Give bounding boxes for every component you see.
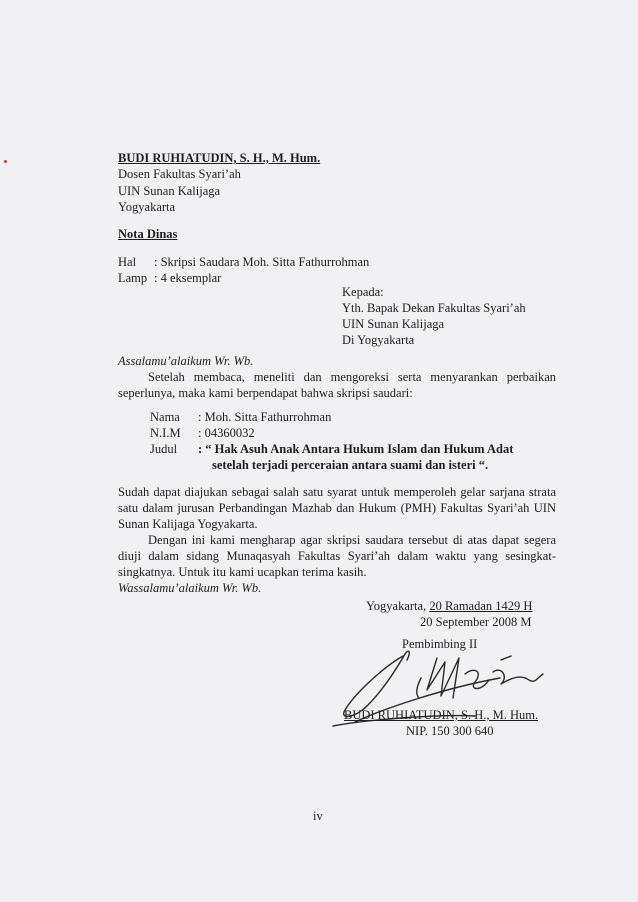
- recipient-line-2: Yth. Bapak Dekan Fakultas Syari’ah: [342, 301, 526, 315]
- closing: Wassalamu’alaikum Wr. Wb.: [118, 581, 262, 595]
- nama-label: Nama: [150, 410, 180, 424]
- recipient-line-1: Kepada:: [342, 285, 384, 299]
- place: Yogyakarta,: [366, 599, 430, 613]
- lamp-value: : 4 eksemplar: [154, 271, 222, 285]
- page-number: iv: [313, 809, 323, 823]
- paragraph-2: Sudah dapat diajukan sebagai salah satu syarat untuk memperoleh gelar sarjana strata satu dalam jurusan Perbandingan Mazhab dan Hukum (PMH) Fakultas Syari’ah UIN Sunan Kalijaga Yogyakarta.: [118, 485, 556, 531]
- lamp-label: Lamp: [118, 271, 148, 285]
- greeting: Assalamu’alaikum Wr. Wb.: [118, 354, 254, 368]
- lamp-row: [118, 270, 221, 286]
- signature-role: Pembimbing II: [402, 637, 478, 651]
- sender-name: BUDI RUHIATUDIN, S. H., M. Hum.: [118, 151, 321, 165]
- place-date: [366, 598, 532, 614]
- sender-line-1: Dosen Fakultas Syari’ah: [118, 167, 241, 181]
- student-judul-row: [150, 441, 513, 457]
- paragraph-3: Dengan ini kami mengharap agar skripsi saudara tersebut di atas dapat segera diuji dalam sidang Munaqasyah Fakultas Syari’ah dalam waktu yang sesingkat-singkatnya. Untuk itu kami ucapkan terima kasih.: [118, 533, 556, 579]
- sender-line-2: UIN Sunan Kalijaga: [118, 184, 221, 198]
- judul-line-2: setelah terjadi perceraian antara suami dan isteri “.: [212, 458, 489, 472]
- scan-artifact: [4, 160, 7, 163]
- nim-label: N.I.M: [150, 426, 181, 440]
- recipient-line-3: UIN Sunan Kalijaga: [342, 317, 445, 331]
- signatory-name: BUDI RUHIATUDIN, S. H., M. Hum.: [344, 708, 539, 722]
- judul-label: Judul: [150, 442, 178, 456]
- judul-line-1: : “ Hak Asuh Anak Antara Hukum Islam dan Hukum Adat: [198, 442, 514, 456]
- document-title: Nota Dinas: [118, 227, 178, 241]
- signatory-nip: NIP. 150 300 640: [406, 724, 494, 738]
- hal-label: Hal: [118, 255, 137, 269]
- student-nim-row: [150, 425, 255, 441]
- nama-value: : Moh. Sitta Fathurrohman: [198, 410, 332, 424]
- sender-line-3: Yogyakarta: [118, 200, 176, 214]
- hijri-date: 20 Ramadan 1429 H: [429, 599, 533, 613]
- gregorian-date: 20 September 2008 M: [420, 615, 532, 629]
- hal-row: [118, 254, 369, 270]
- student-nama-row: [150, 409, 331, 425]
- hal-value: : Skripsi Saudara Moh. Sitta Fathurrohman: [154, 255, 370, 269]
- nim-value: : 04360032: [198, 426, 255, 440]
- paragraph-1: Setelah membaca, meneliti dan mengoreksi serta menyarankan perbaikan seperlunya, maka kami berpendapat bahwa skripsi saudari:: [118, 370, 556, 400]
- recipient-line-4: Di Yogyakarta: [342, 333, 415, 347]
